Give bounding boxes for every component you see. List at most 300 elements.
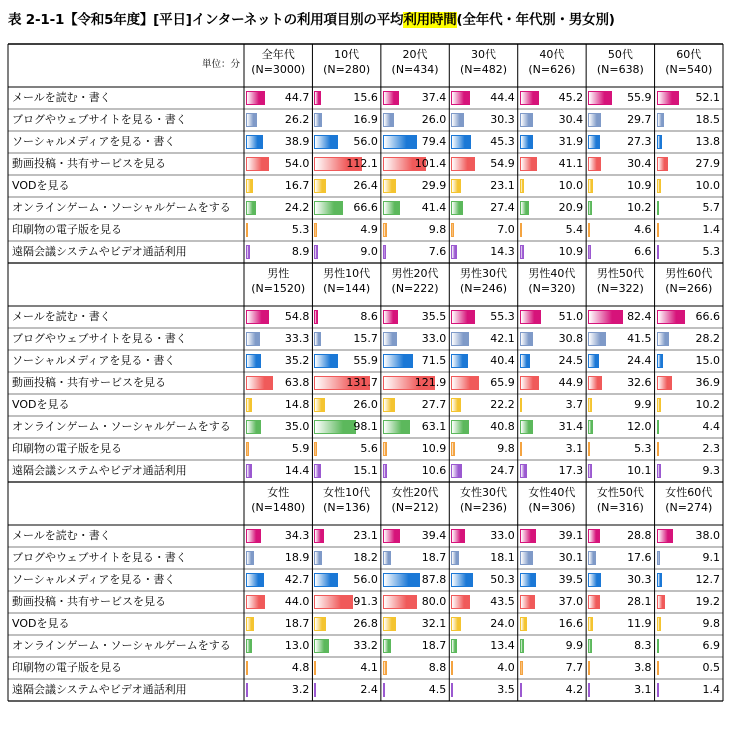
data-value: 51.0	[558, 310, 584, 323]
column-header-n: (N=320)	[528, 282, 576, 295]
data-bar	[383, 617, 397, 631]
data-bar	[246, 683, 248, 697]
column-header-n: (N=266)	[665, 282, 713, 295]
data-value: 24.7	[490, 464, 515, 477]
data-bar	[588, 639, 592, 653]
data-bar	[246, 157, 269, 171]
column-header-n: (N=1480)	[251, 501, 306, 514]
data-cell	[244, 306, 312, 328]
data-cell	[586, 306, 654, 328]
column-header-name: 男性60代	[665, 267, 713, 280]
data-value: 11.9	[627, 617, 652, 630]
data-bar	[588, 464, 592, 478]
data-cell	[655, 328, 723, 350]
data-bar	[451, 442, 455, 456]
data-cell	[312, 241, 380, 263]
unit-label: 単位：分	[201, 59, 240, 70]
data-bar	[588, 529, 600, 543]
data-value: 54.0	[284, 157, 310, 170]
data-bar	[246, 135, 263, 149]
data-value: 30.3	[627, 573, 652, 586]
data-cell	[655, 657, 723, 679]
data-value: 32.6	[627, 376, 652, 389]
column-header-name: 女性20代	[391, 486, 439, 499]
data-value: 4.2	[565, 683, 584, 696]
data-bar	[383, 201, 401, 215]
data-bar	[451, 376, 479, 390]
column-header-n: (N=246)	[459, 282, 507, 295]
data-value: 98.1	[353, 420, 378, 433]
data-value: 13.8	[695, 135, 720, 148]
data-cell	[586, 569, 654, 591]
column-header-name: 30代	[470, 48, 496, 61]
data-cell	[381, 591, 449, 613]
data-value: 18.7	[421, 551, 447, 564]
data-value: 27.9	[695, 157, 720, 170]
data-bar	[520, 223, 522, 237]
data-cell	[312, 153, 380, 175]
data-cell	[586, 657, 654, 679]
data-value: 55.9	[627, 91, 652, 104]
data-bar	[657, 529, 673, 543]
column-header-n: (N=306)	[528, 501, 576, 514]
data-bar	[246, 639, 252, 653]
title-prefix: 表 2-1-1【令和5年度】[平日]インターネットの利用項目別の平均	[8, 12, 404, 28]
data-cell	[312, 306, 380, 328]
data-bar	[314, 464, 320, 478]
data-bar	[314, 245, 318, 259]
data-cell	[518, 109, 586, 131]
data-value: 10.1	[627, 464, 652, 477]
data-cell	[449, 241, 517, 263]
data-bar	[588, 201, 592, 215]
row-label: オンラインゲーム・ソーシャルゲームをする	[12, 420, 231, 433]
data-value: 2.4	[360, 683, 378, 696]
row-label: 印刷物の電子版を見る	[12, 442, 122, 455]
column-header	[586, 263, 654, 306]
data-cell	[244, 372, 312, 394]
data-value: 35.5	[421, 310, 447, 323]
data-cell	[312, 635, 380, 657]
data-cell	[449, 635, 517, 657]
data-bar	[588, 617, 593, 631]
data-value: 28.2	[695, 332, 720, 345]
data-value: 13.0	[284, 639, 310, 652]
row-label: ブログやウェブサイトを見る・書く	[12, 113, 187, 126]
data-bar	[588, 91, 612, 105]
data-bar	[246, 245, 250, 259]
data-value: 5.4	[565, 223, 584, 236]
data-value: 9.8	[497, 442, 515, 455]
data-bar	[246, 661, 248, 675]
data-value: 56.0	[353, 135, 378, 148]
data-cell	[518, 679, 586, 701]
data-cell	[449, 372, 517, 394]
data-cell	[381, 350, 449, 372]
data-cell	[586, 438, 654, 460]
row-label: オンラインゲーム・ソーシャルゲームをする	[12, 639, 231, 652]
data-cell	[518, 613, 586, 635]
data-cell	[655, 679, 723, 701]
data-cell	[655, 197, 723, 219]
data-cell	[244, 569, 312, 591]
data-cell	[586, 416, 654, 438]
data-cell	[586, 350, 654, 372]
data-bar	[520, 420, 533, 434]
column-header-name: 40代	[539, 48, 565, 61]
data-bar	[588, 310, 623, 324]
column-header-name: 女性60代	[665, 486, 713, 499]
data-value: 4.5	[428, 683, 447, 696]
data-value: 79.4	[421, 135, 447, 148]
data-cell	[244, 328, 312, 350]
data-value: 28.8	[627, 529, 652, 542]
column-header-name: 女性30代	[459, 486, 507, 499]
data-bar	[657, 201, 659, 215]
data-value: 39.4	[421, 529, 447, 542]
column-header-n: (N=434)	[391, 63, 439, 76]
data-value: 23.1	[490, 179, 515, 192]
data-value: 17.6	[627, 551, 652, 564]
column-header-n: (N=136)	[323, 501, 371, 514]
data-value: 12.7	[695, 573, 720, 586]
data-value: 10.2	[695, 398, 720, 411]
column-header-name: 女性40代	[528, 486, 576, 499]
column-header-n: (N=212)	[391, 501, 439, 514]
data-value: 8.8	[428, 661, 447, 674]
data-bar	[588, 157, 601, 171]
data-cell	[655, 372, 723, 394]
data-cell	[586, 328, 654, 350]
data-value: 27.3	[627, 135, 652, 148]
data-cell	[518, 175, 586, 197]
data-bar	[246, 442, 249, 456]
data-value: 3.1	[634, 683, 652, 696]
data-bar	[520, 135, 534, 149]
data-bar	[246, 617, 254, 631]
data-bar	[383, 683, 385, 697]
data-cell	[449, 569, 517, 591]
data-bar	[314, 683, 316, 697]
data-value: 41.5	[627, 332, 652, 345]
data-value: 29.7	[627, 113, 652, 126]
data-bar	[657, 683, 659, 697]
data-value: 36.9	[695, 376, 720, 389]
data-cell	[381, 613, 449, 635]
data-bar	[314, 113, 321, 127]
data-bar	[657, 420, 659, 434]
data-value: 112.1	[346, 157, 378, 170]
row-label: メールを読む・書く	[12, 91, 111, 104]
data-cell	[655, 569, 723, 591]
data-bar	[314, 398, 325, 412]
data-bar	[451, 91, 470, 105]
data-value: 121.9	[414, 376, 447, 389]
data-bar	[520, 245, 525, 259]
data-value: 26.8	[353, 617, 378, 630]
column-header	[449, 482, 517, 525]
data-value: 54.9	[490, 157, 515, 170]
column-header	[449, 44, 517, 87]
data-value: 30.1	[558, 551, 584, 564]
data-bar	[383, 332, 397, 346]
column-header-n: (N=638)	[596, 63, 644, 76]
data-value: 50.3	[490, 573, 515, 586]
data-cell	[312, 109, 380, 131]
data-cell	[449, 87, 517, 109]
data-value: 18.9	[284, 551, 310, 564]
data-cell	[312, 657, 380, 679]
data-value: 15.6	[353, 91, 378, 104]
data-value: 6.9	[702, 639, 720, 652]
data-bar	[246, 595, 265, 609]
row-label: ブログやウェブサイトを見る・書く	[12, 551, 187, 564]
data-bar	[588, 179, 593, 193]
data-value: 44.7	[284, 91, 310, 104]
data-value: 8.6	[360, 310, 378, 323]
data-value: 18.1	[490, 551, 515, 564]
data-bar	[383, 245, 386, 259]
row-label: 動画投稿・共有サービスを見る	[12, 595, 166, 608]
column-header-n: (N=316)	[596, 501, 644, 514]
data-value: 5.7	[702, 201, 720, 214]
data-cell	[449, 131, 517, 153]
data-value: 55.3	[490, 310, 515, 323]
column-header-n: (N=1520)	[251, 282, 306, 295]
data-value: 35.0	[284, 420, 310, 433]
data-value: 5.3	[702, 245, 720, 258]
column-header	[244, 482, 312, 525]
data-bar	[657, 135, 663, 149]
data-cell	[586, 613, 654, 635]
column-header-n: (N=236)	[459, 501, 507, 514]
data-bar	[451, 639, 457, 653]
data-cell	[586, 109, 654, 131]
data-bar	[451, 201, 463, 215]
row-label: VODを見る	[12, 617, 70, 630]
data-value: 28.1	[627, 595, 652, 608]
column-header-n: (N=222)	[391, 282, 439, 295]
data-cell	[312, 372, 380, 394]
data-value: 4.0	[497, 661, 515, 674]
data-cell	[518, 525, 586, 547]
row-label: 印刷物の電子版を見る	[12, 223, 122, 236]
data-value: 5.3	[634, 442, 652, 455]
data-cell	[449, 591, 517, 613]
data-value: 9.1	[702, 551, 720, 564]
data-cell	[655, 131, 723, 153]
data-cell	[655, 547, 723, 569]
data-cell	[244, 197, 312, 219]
data-value: 18.5	[695, 113, 720, 126]
data-bar	[314, 661, 316, 675]
data-value: 30.3	[490, 113, 515, 126]
data-cell	[312, 438, 380, 460]
data-bar	[314, 310, 318, 324]
data-value: 80.0	[421, 595, 447, 608]
data-cell	[518, 372, 586, 394]
data-cell	[518, 153, 586, 175]
data-value: 7.0	[497, 223, 515, 236]
data-bar	[520, 661, 523, 675]
data-cell	[449, 219, 517, 241]
data-value: 33.0	[490, 529, 515, 542]
data-bar	[657, 639, 660, 653]
data-bar	[657, 376, 673, 390]
data-bar	[383, 398, 395, 412]
data-bar	[451, 135, 470, 149]
data-cell	[381, 525, 449, 547]
data-cell	[244, 657, 312, 679]
data-cell	[449, 153, 517, 175]
data-cell	[586, 153, 654, 175]
data-bar	[451, 157, 474, 171]
data-bar	[657, 223, 659, 237]
data-value: 4.6	[634, 223, 652, 236]
data-cell	[518, 131, 586, 153]
data-bar	[314, 617, 325, 631]
column-header-name: 60代	[676, 48, 702, 61]
data-value: 26.0	[353, 398, 378, 411]
row-label: 動画投稿・共有サービスを見る	[12, 376, 166, 389]
data-value: 12.0	[627, 420, 652, 433]
data-value: 15.1	[353, 464, 378, 477]
data-cell	[655, 635, 723, 657]
data-cell	[381, 679, 449, 701]
data-value: 5.9	[291, 442, 310, 455]
data-bar	[520, 683, 522, 697]
row-label: ソーシャルメディアを見る・書く	[12, 135, 176, 148]
column-header	[449, 263, 517, 306]
data-bar	[588, 683, 590, 697]
data-bar	[588, 354, 598, 368]
data-bar	[246, 354, 261, 368]
data-value: 9.8	[428, 223, 447, 236]
column-header-name: 男性30代	[459, 267, 507, 280]
data-value: 18.7	[421, 639, 447, 652]
data-value: 8.3	[634, 639, 652, 652]
data-value: 10.2	[627, 201, 652, 214]
column-header-name: 50代	[607, 48, 633, 61]
row-label: ソーシャルメディアを見る・書く	[12, 573, 176, 586]
data-cell	[244, 350, 312, 372]
data-value: 34.3	[284, 529, 310, 542]
data-cell	[381, 569, 449, 591]
data-bar	[246, 398, 252, 412]
column-header	[381, 44, 449, 87]
data-cell	[449, 197, 517, 219]
column-header-name: 男性10代	[323, 267, 371, 280]
data-cell	[449, 109, 517, 131]
data-cell	[312, 460, 380, 482]
data-cell	[518, 241, 586, 263]
data-bar	[246, 223, 248, 237]
data-bar	[588, 442, 590, 456]
title-suffix: (全年代・年代別・男女別)	[456, 12, 615, 28]
data-cell	[586, 219, 654, 241]
data-bar	[588, 223, 590, 237]
data-bar	[451, 398, 460, 412]
data-bar	[588, 332, 606, 346]
data-value: 38.9	[284, 135, 310, 148]
column-header-name: 全年代	[261, 48, 295, 61]
data-value: 63.1	[421, 420, 447, 433]
data-value: 5.3	[291, 223, 310, 236]
data-bar	[314, 354, 338, 368]
data-cell	[518, 328, 586, 350]
column-header	[655, 44, 723, 87]
data-value: 31.4	[558, 420, 584, 433]
data-value: 17.3	[558, 464, 584, 477]
data-cell	[449, 525, 517, 547]
data-bar	[246, 332, 260, 346]
data-value: 43.5	[490, 595, 515, 608]
data-cell	[586, 635, 654, 657]
data-bar	[246, 420, 261, 434]
column-header-name: 女性	[267, 486, 290, 499]
data-value: 40.8	[490, 420, 515, 433]
data-value: 30.4	[627, 157, 652, 170]
data-cell	[244, 394, 312, 416]
data-cell	[381, 394, 449, 416]
data-cell	[449, 306, 517, 328]
data-cell	[655, 394, 723, 416]
data-value: 26.4	[353, 179, 378, 192]
data-cell	[312, 525, 380, 547]
data-bar	[451, 529, 465, 543]
data-cell	[244, 87, 312, 109]
data-cell	[449, 350, 517, 372]
data-bar	[383, 354, 413, 368]
row-label: 遠隔会議システムやビデオ通話利用	[12, 245, 187, 258]
data-bar	[314, 201, 342, 215]
data-bar	[588, 595, 600, 609]
data-bar	[520, 91, 539, 105]
data-bar	[657, 595, 665, 609]
data-cell	[586, 241, 654, 263]
data-bar	[657, 245, 659, 259]
data-value: 39.1	[558, 529, 584, 542]
data-cell	[586, 131, 654, 153]
data-bar	[383, 573, 420, 587]
data-value: 15.7	[353, 332, 378, 345]
data-value: 4.9	[360, 223, 378, 236]
title-highlight: 利用時間	[403, 12, 457, 28]
data-bar	[314, 573, 338, 587]
data-value: 27.7	[421, 398, 447, 411]
data-cell	[312, 394, 380, 416]
column-header	[655, 263, 723, 306]
data-cell	[312, 569, 380, 591]
data-value: 0.5	[702, 661, 720, 674]
data-value: 9.3	[702, 464, 720, 477]
data-cell	[381, 197, 449, 219]
data-value: 54.8	[284, 310, 310, 323]
data-bar	[520, 464, 527, 478]
data-value: 33.0	[421, 332, 447, 345]
data-bar	[314, 595, 353, 609]
data-value: 41.1	[558, 157, 584, 170]
data-cell	[518, 438, 586, 460]
data-cell	[381, 460, 449, 482]
column-header-n: (N=322)	[596, 282, 644, 295]
data-bar	[246, 376, 273, 390]
row-label: 動画投稿・共有サービスを見る	[12, 157, 166, 170]
data-cell	[518, 219, 586, 241]
data-cell	[312, 679, 380, 701]
data-value: 5.6	[360, 442, 378, 455]
data-bar	[588, 661, 590, 675]
